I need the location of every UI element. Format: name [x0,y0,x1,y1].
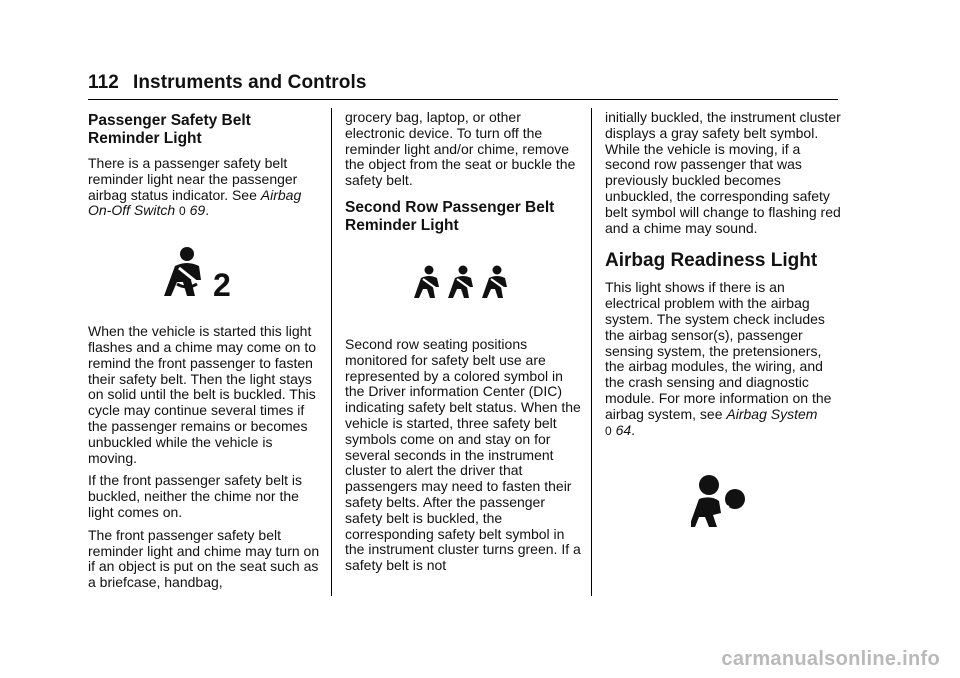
page-number: 112 [88,72,119,93]
page-ref[interactable] [605,422,631,438]
second-row-belt-icons [345,265,581,301]
text: . [631,421,636,438]
watermark: carmanualsonline.info [721,648,940,670]
airbag-readiness-heading: Airbag Readiness Light [605,250,818,272]
airbag-system-link[interactable]: Airbag System [726,405,818,422]
ref-page: 69 [189,202,206,219]
page-header [88,72,838,94]
ref-arrow-icon: 0 [605,423,612,438]
airbag-switch-link[interactable]: Airbag On-Off Switch [88,186,302,219]
ref-arrow-icon: 0 [179,204,186,219]
header-rule [88,99,838,100]
ref-page: 64 [615,421,632,438]
column-divider [591,108,592,596]
belt-icon [414,265,439,298]
text: This light shows if there is an electrical problem with the airbag system. The system check includes the airbag sensor(s), passenger sensing system, the pretensioners, the airbag modules, the wiring, and the crash sensing and diagnostic module. For more information on the airbag system, see [605,279,832,422]
passenger-belt-heading: Passenger Safety Belt Reminder Light [88,112,251,147]
paragraph: initially buckled, the instrument cluster displays a gray safety belt symbol. While the vehicle is moving, if a second row passenger that was previously buckled becomes unbuckled, the corresponding safety belt symbol will change to flashing red and a chime may sound. [605,109,841,236]
belt-icon [448,265,473,298]
passenger-belt-icon [88,244,324,302]
second-row-heading: Second Row Passenger Belt Reminder Light [345,198,555,234]
paragraph: If the front passenger safety belt is buckled, neither the chime nor the light comes on. [88,472,303,520]
column-3 [605,110,841,531]
paragraph: The front passenger safety belt reminder light and chime may turn on if an object is put on the seat such as a briefcase, handbag, [88,526,320,591]
belt-icon [482,265,507,298]
paragraph [88,156,324,220]
paragraph: grocery bag, laptop, or other electronic device. To turn off the reminder light and/or chime, remove the object from the seat or buckle the safety belt. [345,109,576,189]
column-divider [331,108,332,596]
column-1 [88,110,324,598]
page-ref[interactable] [179,202,205,218]
paragraph: When the vehicle is started this light flashes and a chime may come on to remind the front passenger to fasten their safety belt. Then the light stays on solid until the belt is buckled. This cycle may continue several times if the passenger remains or becomes unbuckled while the vehicle is moving. [88,323,317,466]
paragraph: Second row seating positions monitored for safety belt use are represented by a colored symbol in the Driver information Center (DIC) indicating safety belt status. When the vehicle is started, three safety belt symbols come on and stay on for several seconds in the instrument cluster to alert the driver that passengers may need to fasten their safety belts. After the passenger safety belt is buckled, the corresponding safety belt symbol in the instrument cluster turns green. If a safety belt is not [345,335,581,574]
text: . [205,202,210,219]
icon-number-label: 2 [213,267,231,303]
paragraph [605,280,841,439]
section-title: Instruments and Controls [132,72,367,93]
column-2 [345,110,581,581]
text: There is a passenger safety belt reminder light near the passenger airbag status indicator. See [88,155,298,203]
airbag-readiness-icon [605,473,841,531]
